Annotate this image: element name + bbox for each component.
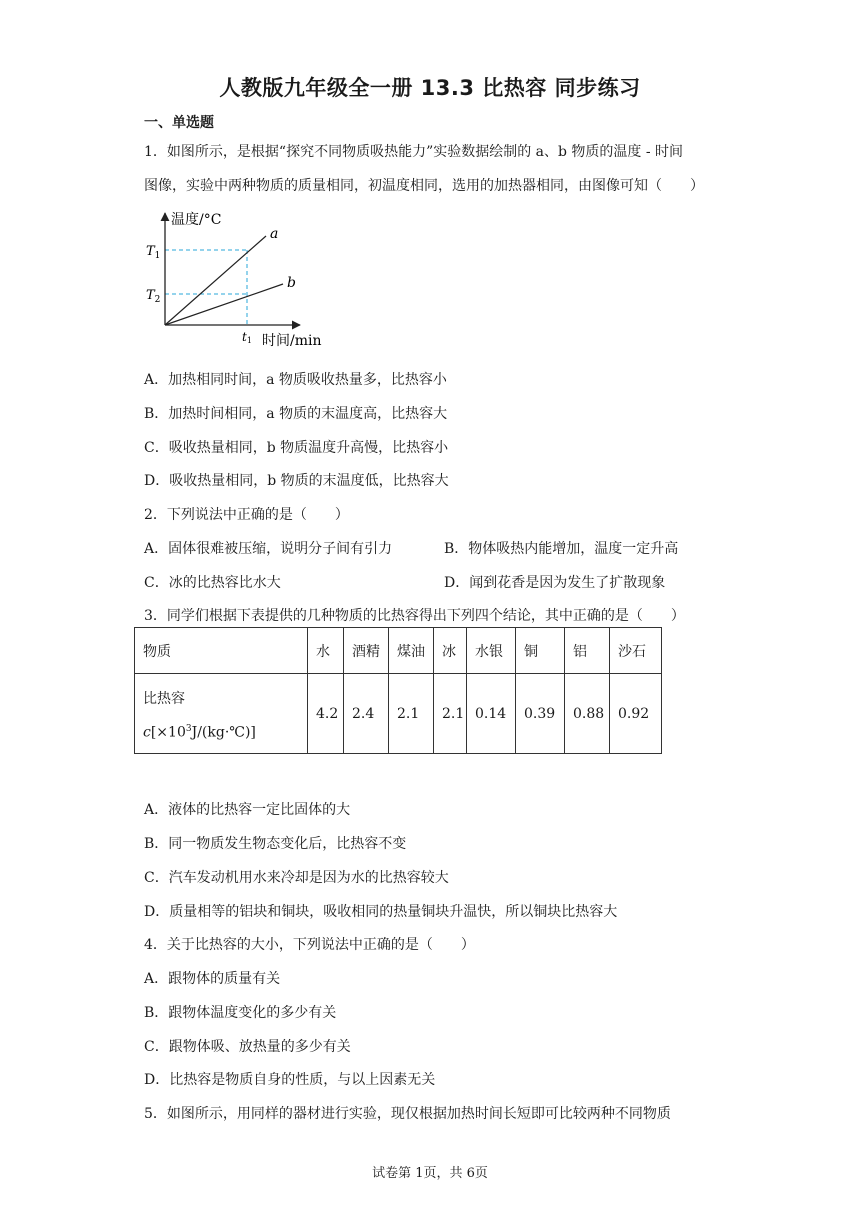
q3-stem: 3．同学们根据下表提供的几种物质的比热容得出下列四个结论，其中正确的是（ ） [144,608,685,624]
q5-stem: 5．如图所示，用同样的器材进行实验，现仅根据加热时间长短即可比较两种不同物质 [144,1106,671,1122]
time-t1-tick-label: t1 [242,330,252,345]
table-header-row [135,628,662,674]
table-substance-cell: 水 [308,628,344,674]
table-value-cell: 4.2 [308,674,344,754]
table-substance-cell: 铝 [565,628,610,674]
table-row-label: 比热容 $c[\times 10^3J/(kg\cdot℃)]$ [135,674,308,754]
table-value-cell: 2.1 [434,674,467,754]
table-substance-cell: 煤油 [389,628,434,674]
q1-option-a[interactable]: A．加热相同时间，a 物质吸收热量多，比热容小 [144,372,447,388]
q3-option-a[interactable]: A．液体的比热容一定比固体的大 [144,802,351,818]
line-a-label: a [270,226,279,242]
specific-heat-table [134,627,662,754]
q1-option-d[interactable]: D．吸收热量相同，b 物质的末温度低，比热容大 [144,473,449,489]
table-value-cell: 0.88 [565,674,610,754]
table-value-cell: 2.1 [389,674,434,754]
table-header-label: 物质 [135,628,308,674]
q2-option-d[interactable]: D．闻到花香是因为发生了扩散现象 [444,575,666,591]
page-title: 人教版九年级全一册 13.3 比热容 同步练习 [219,76,641,100]
q4-option-a[interactable]: A．跟物体的质量有关 [144,971,281,987]
table-value-cell: 0.39 [516,674,565,754]
x-axis-label: 时间/min [262,333,322,349]
table-value-cell: 0.92 [610,674,662,754]
q2-stem: 2．下列说法中正确的是（ ） [144,507,349,523]
table-substance-cell: 铜 [516,628,565,674]
q3-option-c[interactable]: C．汽车发动机用水来冷却是因为水的比热容较大 [144,870,449,886]
q1-stem-line2: 图像，实验中两种物质的质量相同，初温度相同，选用的加热器相同，由图像可知（ ） [144,178,704,194]
q1-stem-line1: 1．如图所示，是根据“探究不同物质吸热能力”实验数据绘制的 a、b 物质的温度 - 时间 [144,144,684,160]
q4-option-b[interactable]: B．跟物体温度变化的多少有关 [144,1005,337,1021]
table-substance-cell: 沙石 [610,628,662,674]
page-footer: 试卷第 1页，共 6页 [372,1166,488,1181]
table-substance-cell: 酒精 [344,628,389,674]
q3-option-b[interactable]: B．同一物质发生物态变化后，比热容不变 [144,836,407,852]
line-b-label: b [287,275,296,291]
q3-option-d[interactable]: D．质量相等的铝块和铜块，吸收相同的热量铜块升温快，所以铜块比热容大 [144,904,618,920]
y-axis-label: 温度/°C [171,212,222,228]
q1-option-b[interactable]: B．加热时间相同，a 物质的末温度高，比热容大 [144,406,448,422]
q2-option-b[interactable]: B．物体吸热内能增加，温度一定升高 [444,541,679,557]
table-value-row [135,674,662,754]
q2-option-a[interactable]: A．固体很难被压缩，说明分子间有引力 [144,541,393,557]
table-value-cell: 0.14 [467,674,516,754]
t2-tick-label: $T_2$ [146,288,161,305]
t1-tick-label: $T_1$ [146,244,161,261]
q1-option-c[interactable]: C．吸收热量相同，b 物质温度升高慢，比热容小 [144,440,449,456]
table-value-cell: 2.4 [344,674,389,754]
q4-stem: 4．关于比热容的大小，下列说法中正确的是（ ） [144,937,475,953]
q2-option-c[interactable]: C．冰的比热容比水大 [144,575,281,591]
q4-option-d[interactable]: D．比热容是物质自身的性质，与以上因素无关 [144,1072,436,1088]
line-a [165,236,266,325]
line-b [165,284,283,325]
table-substance-cell: 水银 [467,628,516,674]
temperature-time-graph [140,205,340,355]
section-heading: 一、单选题 [144,115,214,131]
table-substance-cell: 冰 [434,628,467,674]
q4-option-c[interactable]: C．跟物体吸、放热量的多少有关 [144,1039,351,1055]
